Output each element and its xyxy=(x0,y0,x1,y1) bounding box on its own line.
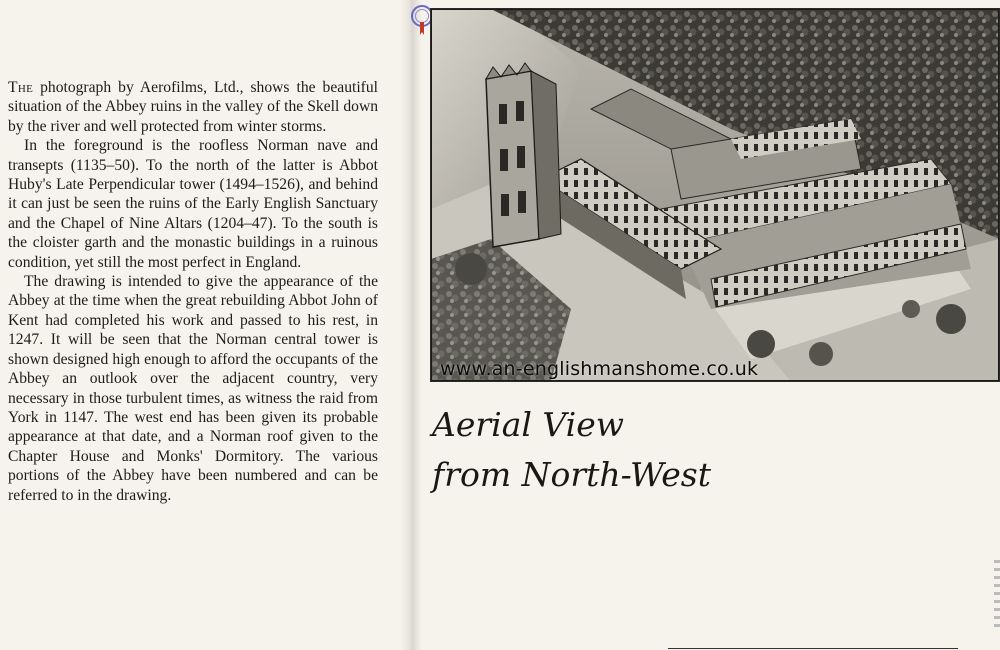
paragraph-1-body: photograph by Aerofilms, Ltd., shows the beautiful situation of the Abbey ruins in the valley of the Skell down by the river and well protected from winter storms. xyxy=(8,79,378,135)
first-word: The xyxy=(8,79,34,96)
page-gutter xyxy=(400,0,422,650)
aerial-photograph xyxy=(430,8,1000,382)
description-text xyxy=(8,78,378,505)
photo-caption xyxy=(432,400,772,500)
abbey-ruins-photo xyxy=(431,9,999,381)
bottom-rule xyxy=(668,648,958,649)
page-edge-marks xyxy=(994,560,1000,630)
paragraph-3: The drawing is intended to give the appearance of the Abbey at the time when the great rebuilding Abbot John of Kent had completed his work and passed to his rest, in 1247. It will be seen that the Norman central tower is shown designed high enough to afford the occupants of the Abbey an outlook over the adjacent country, very necessary in those turbulent times, as witness the raid from York in 1147. The west end has been given its probable appearance at that date, and a Norman roof given to the Chapter House and Monks' Dormitory. The various portions of the Abbey have been numbered and can be referred to in the drawing. xyxy=(8,273,378,504)
paragraph-1 xyxy=(8,78,378,136)
watermark-url: www.an-englishmanshome.co.uk xyxy=(440,358,759,380)
caption-line-2: from North-West xyxy=(432,455,711,494)
caption-line-1: Aerial View xyxy=(432,405,624,444)
paragraph-2: In the foreground is the roofless Norman nave and transepts (1135–50). To the north of the latter is Abbot Huby's Late Perpendicular tower (1494–1526), and behind it can just be seen the ruins of the Early English Sanctuary and the Chapel of Nine Altars (1204–47). To the south is the cloister garth and the monastic buildings in a ruinous condition, yet still the most perfect in England. xyxy=(8,137,378,271)
